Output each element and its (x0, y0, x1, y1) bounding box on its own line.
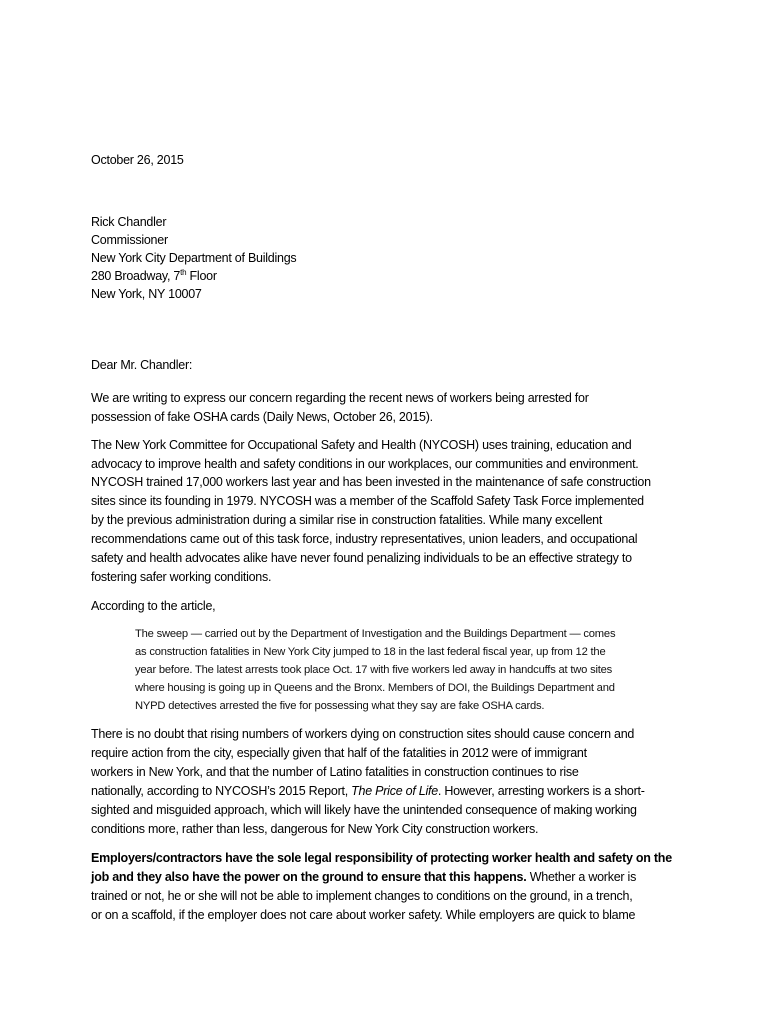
paragraph-line: possession of fake OSHA cards (Daily News, October 26, 2015). (91, 410, 433, 424)
paragraph-line: job and they also have the power on the ground to ensure that this happens. Whether a worker is (91, 870, 637, 884)
paragraph-line: fostering safer working conditions. (91, 570, 272, 584)
quote-line: year before. The latest arrests took place Oct. 17 with five workers led away in handcuffs at two sites (135, 664, 613, 676)
quote-line: The sweep — carried out by the Department of Investigation and the Buildings Department — comes (135, 628, 616, 640)
paragraph-line: We are writing to express our concern regarding the recent news of workers being arrested for (91, 391, 589, 405)
quote-line: as construction fatalities in New York City jumped to 18 in the last federal fiscal year, up from 12 the (135, 646, 606, 658)
paragraph-line: require action from the city, especially given that half of the fatalities in 2012 were of immigrant (91, 746, 587, 760)
letter-date: October 26, 2015 (91, 153, 184, 167)
recipient-organization: New York City Department of Buildings (91, 251, 297, 265)
paragraph-line: There is no doubt that rising numbers of workers dying on construction sites should cause concern and (91, 727, 635, 741)
paragraph-line: trained or not, he or she will not be able to implement changes to conditions on the ground, in a trench, (91, 889, 633, 903)
paragraph-line: or on a scaffold, if the employer does not care about worker safety. While employers are quick to blame (91, 908, 636, 922)
paragraph-line: NYCOSH trained 17,000 workers last year and has been invested in the maintenance of safe construction (91, 475, 651, 489)
paragraph-line: workers in New York, and that the number of Latino fatalities in construction continues to rise (91, 765, 579, 779)
quote-intro: According to the article, (91, 599, 216, 613)
paragraph-line: The New York Committee for Occupational Safety and Health (NYCOSH) uses training, education and (91, 438, 632, 452)
salutation: Dear Mr. Chandler: (91, 358, 193, 372)
paragraph-line: advocacy to improve health and safety conditions in our workplaces, our communities and environment. (91, 457, 639, 471)
recipient-city: New York, NY 10007 (91, 287, 202, 301)
paragraph-line: Employers/contractors have the sole legal responsibility of protecting worker health and safety on the (91, 851, 672, 865)
paragraph-line: conditions more, rather than less, dangerous for New York City construction workers. (91, 822, 539, 836)
paragraph-line: nationally, according to NYCOSH’s 2015 Report, The Price of Life. However, arresting workers is a short- (91, 784, 645, 798)
quote-line: where housing is going up in Queens and the Bronx. Members of DOI, the Buildings Department and (135, 682, 615, 694)
paragraph-line: by the previous administration during a similar rise in construction fatalities. While many excellent (91, 513, 603, 527)
recipient-title: Commissioner (91, 233, 168, 247)
report-title: The Price of Life (351, 784, 438, 798)
paragraph-line: safety and health advocates alike have never found penalizing individuals to be an effective strategy to (91, 551, 632, 565)
paragraph-line: sites since its founding in 1979. NYCOSH was a member of the Scaffold Safety Task Force implemented (91, 494, 644, 508)
paragraph-line: sighted and misguided approach, which will likely have the unintended consequence of making working (91, 803, 637, 817)
recipient-street: 280 Broadway, 7th Floor (91, 268, 217, 283)
paragraph-line: recommendations came out of this task force, industry representatives, union leaders, and occupational (91, 532, 638, 546)
recipient-name: Rick Chandler (91, 215, 167, 229)
quote-line: NYPD detectives arrested the five for possessing what they say are fake OSHA cards. (135, 700, 545, 712)
